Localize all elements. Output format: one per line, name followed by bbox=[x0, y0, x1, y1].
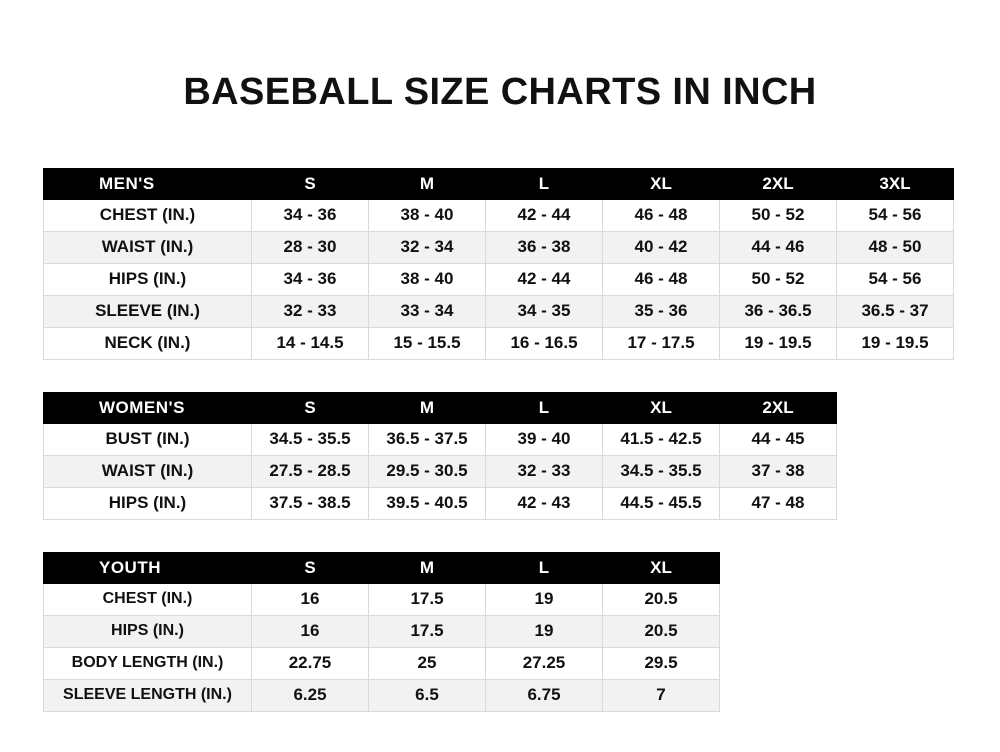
youth-size-l: L bbox=[486, 552, 603, 583]
womens-row-label-hips: HIPS (IN.) bbox=[44, 487, 252, 519]
mens-size-3xl: 3XL bbox=[837, 168, 954, 199]
youth-hips-m: 17.5 bbox=[369, 615, 486, 647]
womens-hips-2xl: 47 - 48 bbox=[720, 487, 837, 519]
table-row bbox=[44, 679, 720, 711]
mens-row-label-chest: CHEST (IN.) bbox=[44, 199, 252, 231]
youth-size-s: S bbox=[252, 552, 369, 583]
youth-chest-m: 17.5 bbox=[369, 583, 486, 615]
womens-waist-l: 32 - 33 bbox=[486, 455, 603, 487]
womens-row-label-bust: BUST (IN.) bbox=[44, 423, 252, 455]
youth-body-length-s: 22.75 bbox=[252, 647, 369, 679]
womens-size-m: M bbox=[369, 392, 486, 423]
table-row bbox=[44, 263, 954, 295]
womens-size-2xl: 2XL bbox=[720, 392, 837, 423]
charts-container bbox=[0, 168, 1000, 712]
mens-sleeve-l: 34 - 35 bbox=[486, 295, 603, 327]
mens-hips-m: 38 - 40 bbox=[369, 263, 486, 295]
mens-hips-l: 42 - 44 bbox=[486, 263, 603, 295]
youth-body-length-xl: 29.5 bbox=[603, 647, 720, 679]
youth-chest-l: 19 bbox=[486, 583, 603, 615]
youth-hips-s: 16 bbox=[252, 615, 369, 647]
mens-hips-3xl: 54 - 56 bbox=[837, 263, 954, 295]
table-header-row bbox=[44, 168, 954, 199]
womens-category-label: WOMEN'S bbox=[44, 392, 252, 423]
youth-size-m: M bbox=[369, 552, 486, 583]
mens-size-xl: XL bbox=[603, 168, 720, 199]
table-header-row bbox=[44, 552, 720, 583]
mens-category-label: MEN'S bbox=[44, 168, 252, 199]
mens-neck-l: 16 - 16.5 bbox=[486, 327, 603, 359]
youth-category-label: YOUTH bbox=[44, 552, 252, 583]
youth-sleeve-length-l: 6.75 bbox=[486, 679, 603, 711]
mens-size-table bbox=[43, 168, 954, 360]
table-row bbox=[44, 231, 954, 263]
mens-neck-s: 14 - 14.5 bbox=[252, 327, 369, 359]
womens-hips-s: 37.5 - 38.5 bbox=[252, 487, 369, 519]
mens-waist-3xl: 48 - 50 bbox=[837, 231, 954, 263]
womens-row-label-waist: WAIST (IN.) bbox=[44, 455, 252, 487]
womens-bust-2xl: 44 - 45 bbox=[720, 423, 837, 455]
youth-row-label-body-length: BODY LENGTH (IN.) bbox=[44, 647, 252, 679]
youth-sleeve-length-s: 6.25 bbox=[252, 679, 369, 711]
womens-waist-xl: 34.5 - 35.5 bbox=[603, 455, 720, 487]
table-row bbox=[44, 647, 720, 679]
womens-waist-2xl: 37 - 38 bbox=[720, 455, 837, 487]
mens-neck-2xl: 19 - 19.5 bbox=[720, 327, 837, 359]
page-title: BASEBALL SIZE CHARTS IN INCH bbox=[183, 71, 817, 113]
youth-sleeve-length-m: 6.5 bbox=[369, 679, 486, 711]
womens-bust-l: 39 - 40 bbox=[486, 423, 603, 455]
mens-row-label-sleeve: SLEEVE (IN.) bbox=[44, 295, 252, 327]
table-row bbox=[44, 615, 720, 647]
mens-neck-3xl: 19 - 19.5 bbox=[837, 327, 954, 359]
mens-size-s: S bbox=[252, 168, 369, 199]
mens-row-label-hips: HIPS (IN.) bbox=[44, 263, 252, 295]
mens-sleeve-2xl: 36 - 36.5 bbox=[720, 295, 837, 327]
womens-hips-m: 39.5 - 40.5 bbox=[369, 487, 486, 519]
mens-neck-m: 15 - 15.5 bbox=[369, 327, 486, 359]
womens-size-table bbox=[43, 392, 837, 520]
womens-bust-xl: 41.5 - 42.5 bbox=[603, 423, 720, 455]
mens-sleeve-s: 32 - 33 bbox=[252, 295, 369, 327]
table-row bbox=[44, 295, 954, 327]
youth-hips-l: 19 bbox=[486, 615, 603, 647]
mens-chest-l: 42 - 44 bbox=[486, 199, 603, 231]
table-row bbox=[44, 455, 837, 487]
mens-chest-xl: 46 - 48 bbox=[603, 199, 720, 231]
mens-hips-s: 34 - 36 bbox=[252, 263, 369, 295]
mens-size-2xl: 2XL bbox=[720, 168, 837, 199]
youth-body-length-m: 25 bbox=[369, 647, 486, 679]
womens-size-s: S bbox=[252, 392, 369, 423]
table-row bbox=[44, 199, 954, 231]
table-row bbox=[44, 423, 837, 455]
mens-waist-s: 28 - 30 bbox=[252, 231, 369, 263]
youth-row-label-chest: CHEST (IN.) bbox=[44, 583, 252, 615]
womens-size-xl: XL bbox=[603, 392, 720, 423]
youth-hips-xl: 20.5 bbox=[603, 615, 720, 647]
mens-hips-xl: 46 - 48 bbox=[603, 263, 720, 295]
mens-waist-m: 32 - 34 bbox=[369, 231, 486, 263]
youth-chest-s: 16 bbox=[252, 583, 369, 615]
mens-waist-2xl: 44 - 46 bbox=[720, 231, 837, 263]
youth-sleeve-length-xl: 7 bbox=[603, 679, 720, 711]
youth-chest-xl: 20.5 bbox=[603, 583, 720, 615]
mens-sleeve-3xl: 36.5 - 37 bbox=[837, 295, 954, 327]
youth-body-length-l: 27.25 bbox=[486, 647, 603, 679]
table-row bbox=[44, 327, 954, 359]
mens-hips-2xl: 50 - 52 bbox=[720, 263, 837, 295]
mens-chest-3xl: 54 - 56 bbox=[837, 199, 954, 231]
mens-row-label-waist: WAIST (IN.) bbox=[44, 231, 252, 263]
womens-hips-xl: 44.5 - 45.5 bbox=[603, 487, 720, 519]
womens-waist-m: 29.5 - 30.5 bbox=[369, 455, 486, 487]
mens-neck-xl: 17 - 17.5 bbox=[603, 327, 720, 359]
youth-row-label-hips: HIPS (IN.) bbox=[44, 615, 252, 647]
mens-waist-l: 36 - 38 bbox=[486, 231, 603, 263]
youth-size-xl: XL bbox=[603, 552, 720, 583]
mens-chest-s: 34 - 36 bbox=[252, 199, 369, 231]
mens-row-label-neck: NECK (IN.) bbox=[44, 327, 252, 359]
mens-sleeve-m: 33 - 34 bbox=[369, 295, 486, 327]
mens-chest-2xl: 50 - 52 bbox=[720, 199, 837, 231]
mens-size-m: M bbox=[369, 168, 486, 199]
womens-hips-l: 42 - 43 bbox=[486, 487, 603, 519]
table-row bbox=[44, 583, 720, 615]
womens-bust-s: 34.5 - 35.5 bbox=[252, 423, 369, 455]
table-row bbox=[44, 487, 837, 519]
mens-chest-m: 38 - 40 bbox=[369, 199, 486, 231]
womens-size-l: L bbox=[486, 392, 603, 423]
mens-size-l: L bbox=[486, 168, 603, 199]
youth-row-label-sleeve-length: SLEEVE LENGTH (IN.) bbox=[44, 679, 252, 711]
mens-waist-xl: 40 - 42 bbox=[603, 231, 720, 263]
womens-bust-m: 36.5 - 37.5 bbox=[369, 423, 486, 455]
womens-waist-s: 27.5 - 28.5 bbox=[252, 455, 369, 487]
youth-size-table bbox=[43, 552, 720, 712]
table-header-row bbox=[44, 392, 837, 423]
mens-sleeve-xl: 35 - 36 bbox=[603, 295, 720, 327]
